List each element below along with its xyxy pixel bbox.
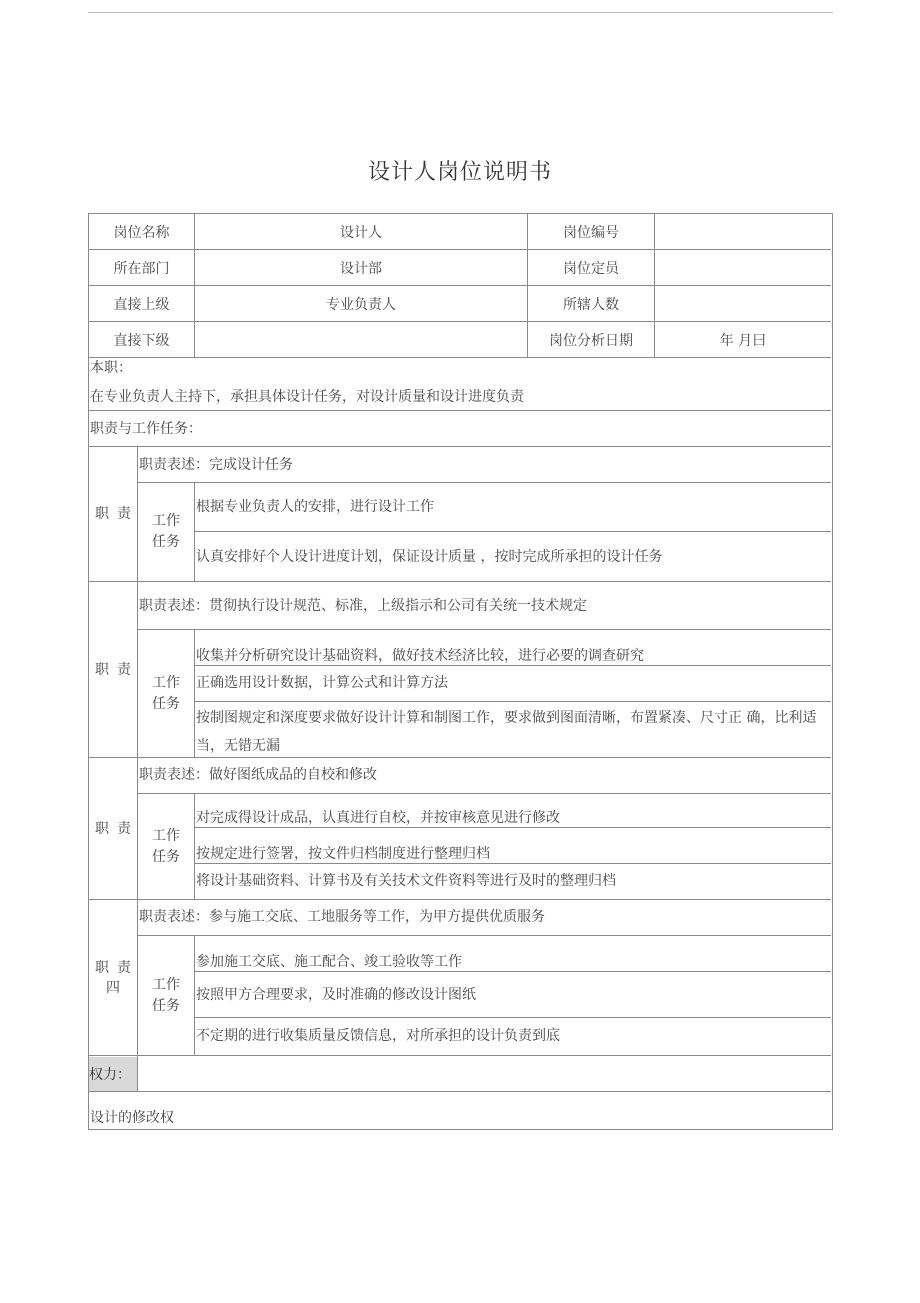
duties-heading: 职责与工作任务：	[90, 421, 202, 437]
department-label: 所在部门	[113, 260, 170, 277]
row-divider	[89, 446, 831, 447]
row-divider	[194, 665, 831, 666]
row-divider	[89, 899, 831, 900]
analysis-date-label: 岗位分析日期	[549, 332, 633, 349]
duty-1-task-2: 认真安排好个人设计进度计划，保证设计质量 ，按时完成所承担的设计任务	[196, 549, 663, 565]
power-text: 设计的修改权	[90, 1110, 174, 1126]
duty-3-task-1: 对完成得设计成品，认真进行自校，并按审核意见进行修改	[196, 810, 560, 826]
row-divider	[194, 531, 831, 532]
duty-2-task-label: 工作 任务	[152, 674, 180, 712]
column-divider	[194, 935, 195, 1055]
position-name-label: 岗位名称	[113, 224, 170, 241]
top-rule	[88, 12, 833, 13]
column-divider	[194, 793, 195, 899]
row-divider	[194, 701, 831, 702]
duty-3-task-label: 工作 任务	[152, 827, 180, 865]
column-divider	[137, 1055, 138, 1091]
headcount-label: 岗位定员	[563, 260, 619, 277]
duty-2-label: 职 责	[95, 661, 131, 678]
duty-3-label: 职 责	[95, 820, 131, 837]
duty-4-statement: 职责表述：参与施工交底、工地服务等工作，为甲方提供优质服务	[139, 909, 545, 925]
subordinate-value	[195, 322, 527, 357]
duty-1-statement: 职责表述：完成设计任务	[139, 457, 293, 473]
row-divider	[137, 793, 831, 794]
main-duty-text: 在专业负责人主持下，承担具体设计任务，对设计质量和设计进度负责	[90, 389, 524, 405]
column-divider	[194, 482, 195, 581]
main-duty-label: 本职：	[90, 360, 132, 376]
duty-1-task-label: 工作 任务	[152, 513, 180, 550]
duty-2-statement: 职责表述：贯彻执行设计规范、标准，上级指示和公司有关统一技术规定	[139, 598, 587, 614]
row-divider	[89, 410, 831, 411]
position-code-label: 岗位编号	[563, 224, 619, 241]
duty-4-task-label: 工作 任务	[152, 976, 180, 1014]
power-label: 权力：	[89, 1067, 131, 1083]
column-divider	[194, 629, 195, 757]
duty-3-task-2: 按规定进行签署，按文件归档制度进行整理归档	[196, 846, 490, 862]
duty-1-label: 职 责	[95, 506, 131, 522]
row-divider	[137, 629, 831, 630]
row-divider	[89, 1091, 831, 1092]
position-name-value: 设计人	[340, 224, 382, 241]
row-divider	[194, 971, 831, 972]
row-divider	[194, 827, 831, 828]
row-divider	[194, 1017, 831, 1018]
duty-2-task-1: 收集并分析研究设计基础资料，做好技术经济比较，进行必要的调查研究	[196, 648, 644, 664]
page-title: 设计人岗位说明书	[367, 160, 552, 185]
duty-4-task-1: 参加施工交底、施工配合、竣工验收等工作	[196, 954, 462, 970]
row-divider	[137, 482, 831, 483]
subordinates-count-label: 所辖人数	[563, 296, 619, 313]
duty-1-task-1: 根据专业负责人的安排，进行设计工作	[196, 499, 434, 515]
superior-label: 直接上级	[113, 296, 170, 313]
duty-4-task-3: 不定期的进行收集质量反馈信息，对所承担的设计负责到底	[196, 1028, 560, 1044]
duty-2-task-2: 正确选用设计数据，计算公式和计算方法	[196, 675, 448, 691]
row-divider	[89, 581, 831, 582]
duty-3-statement: 职责表述：做好图纸成品的自校和修改	[139, 767, 377, 783]
duty-2-task-3: 按制图规定和深度要求做好设计计算和制图工作，要求做到图面清晰，布置紧凑、尺寸正 确，比利适当，无错无漏	[196, 710, 817, 754]
subordinate-label: 直接下级	[113, 332, 170, 349]
analysis-date-value: 年 月曰	[719, 332, 767, 349]
row-divider	[89, 1055, 831, 1056]
superior-value: 专业负责人	[326, 296, 396, 313]
position-code-value	[655, 214, 831, 249]
duty-4-task-2: 按照甲方合理要求，及时准确的修改设计图纸	[196, 987, 476, 1003]
row-divider	[194, 863, 831, 864]
subordinates-count-value	[655, 286, 831, 321]
department-value: 设计部	[340, 260, 382, 277]
row-divider	[137, 935, 831, 936]
duty-3-task-3: 将设计基础资料、计算书及有关技术文件资料等进行及时的整理归档	[196, 873, 616, 889]
duty-4-label: 职 责 四	[95, 959, 131, 996]
row-divider	[89, 357, 831, 358]
headcount-value	[655, 250, 831, 285]
